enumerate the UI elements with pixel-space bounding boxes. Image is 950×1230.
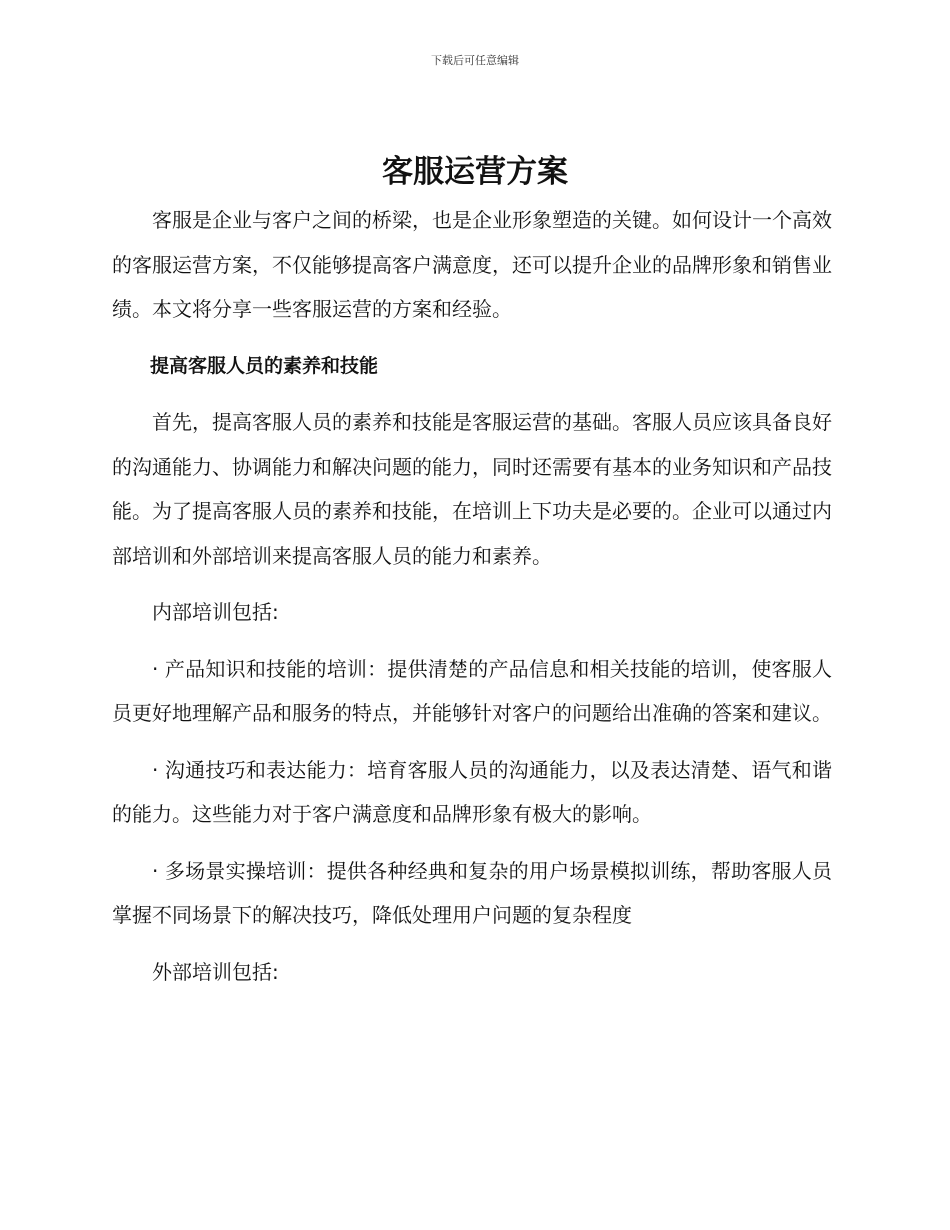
internal-training-label: 内部培训包括:: [152, 600, 279, 624]
header-note: 下载后可任意编辑: [431, 54, 519, 67]
bullet-item-product-knowledge: · 产品知识和技能的培训：提供清楚的产品信息和相关技能的培训，使客服人员更好地理解产品和服务的特点，并能够针对客户的问题给出准确的答案和建议。: [112, 656, 832, 725]
intro-paragraph: 客服是企业与客户之间的桥梁，也是企业形象塑造的关键。如何设计一个高效的客服运营方案，不仅能够提高客户满意度，还可以提升企业的品牌形象和销售业绩。本文将分享一些客服运营的方案和经验。: [112, 208, 832, 321]
bullet-item-scenario-training: · 多场景实操培训：提供各种经典和复杂的用户场景模拟训练，帮助客服人员掌握不同场景下的解决技巧，降低处理用户问题的复杂程度: [112, 858, 832, 927]
external-training-label: 外部培训包括:: [152, 959, 279, 984]
section-heading: 提高客服人员的素养和技能: [150, 354, 379, 377]
bullet-item-communication: · 沟通技巧和表达能力：培育客服人员的沟通能力，以及表达清楚、语气和谐的能力。这些能力对于客户满意度和品牌形象有极大的影响。: [112, 757, 832, 826]
body-paragraph: 首先，提高客服人员的素养和技能是客服运营的基础。客服人员应该具备良好的沟通能力、协调能力和解决问题的能力，同时还需要有基本的业务知识和产品技能。为了提高客服人员的素养和技能，在培训上下功夫是必要的。企业可以通过内部培训和外部培训来提高客服人员的能力和素养。: [112, 410, 832, 568]
document-body: [112, 198, 832, 1006]
page-title: 客服运营方案: [382, 154, 568, 190]
